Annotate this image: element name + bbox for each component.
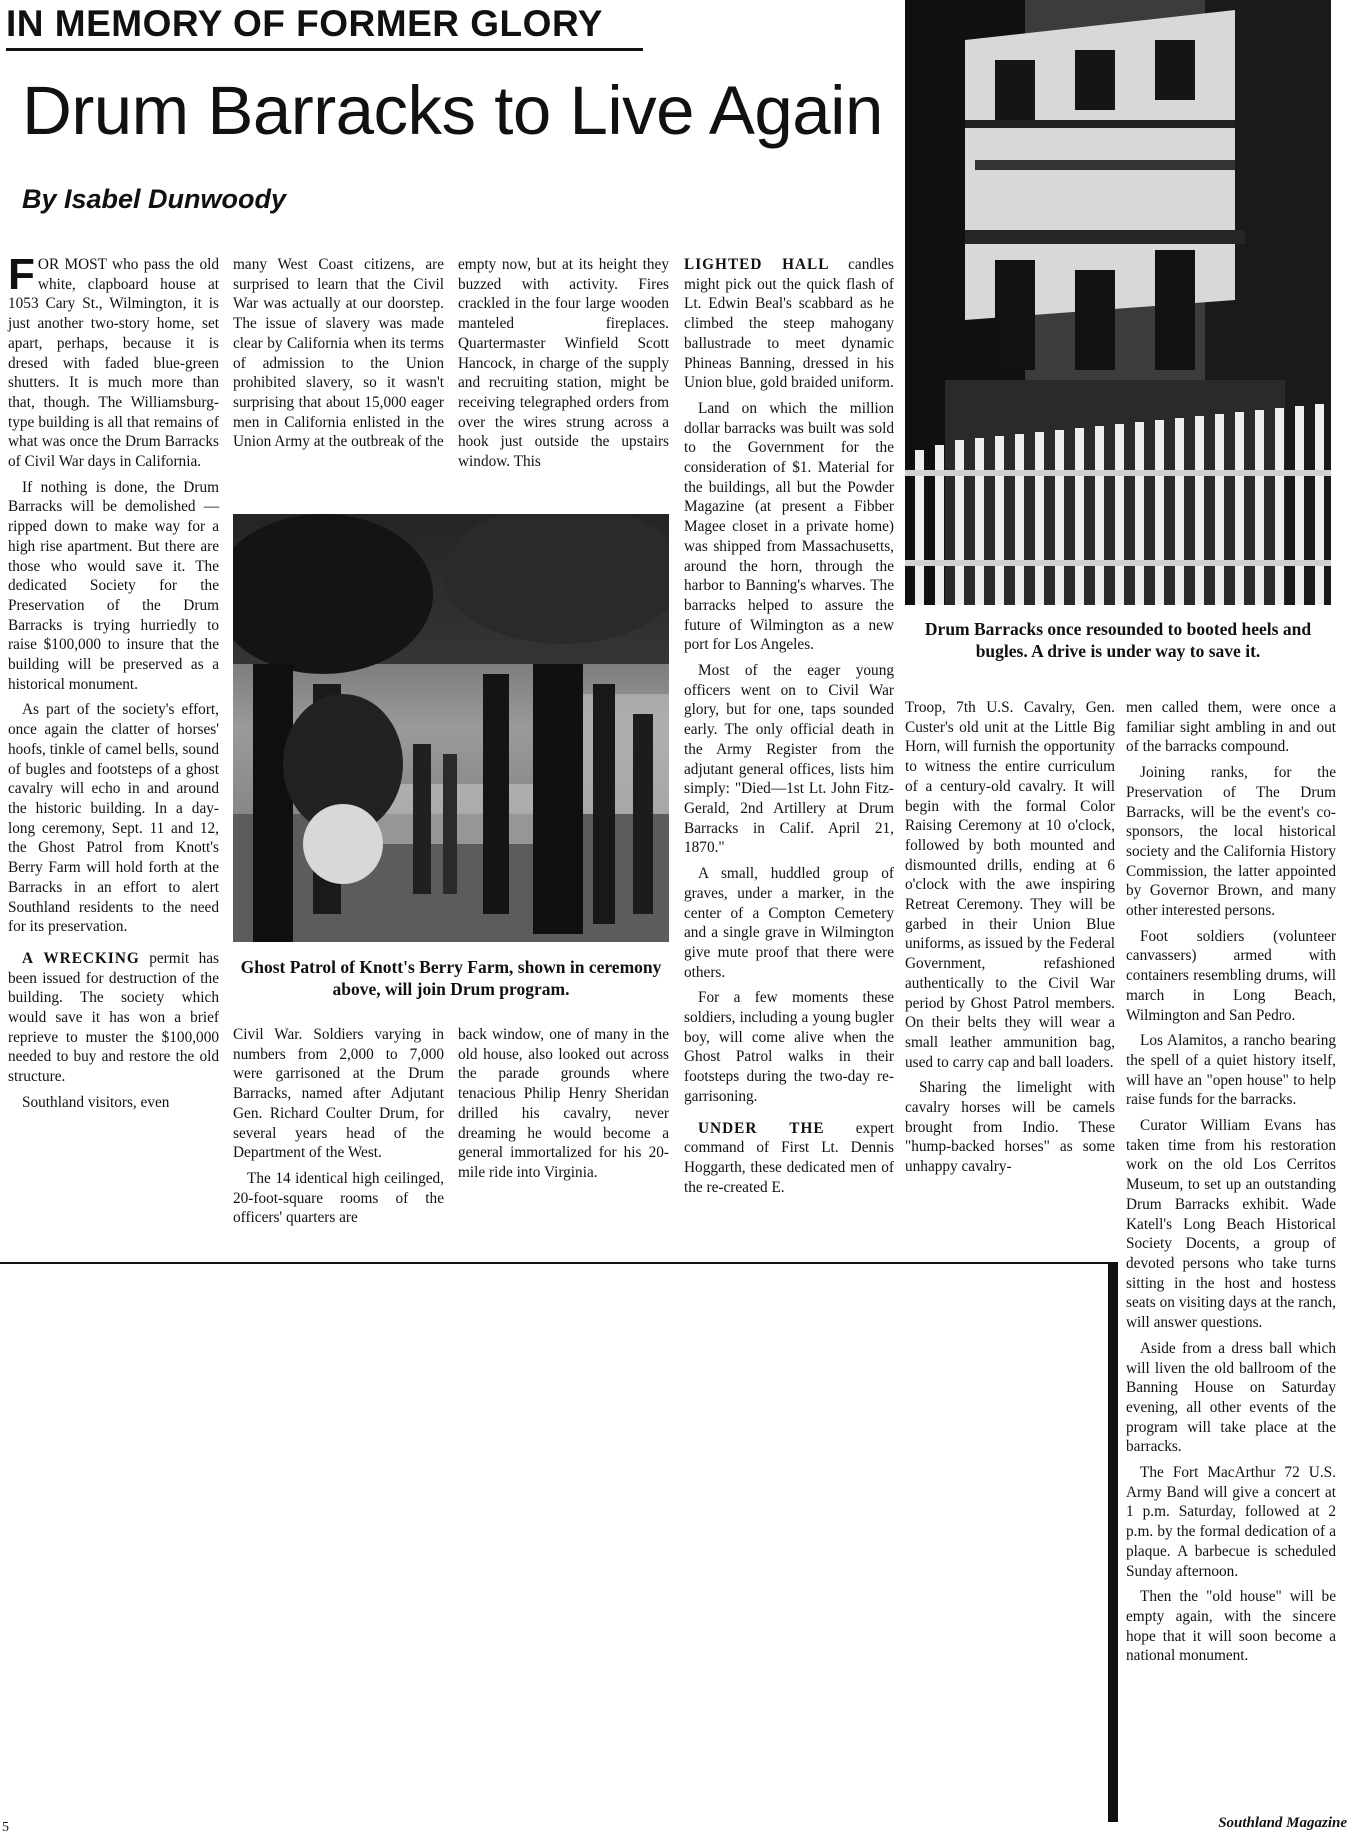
photo-caption-house: Drum Barracks once resounded to booted heels and bugles. A drive is under way to save it. (924, 619, 1312, 661)
clipping-bottom-edge (0, 1262, 1108, 1264)
article-column-5 (905, 698, 1115, 1183)
paragraph: The 14 identical high ceilinged, 20-foot-square rooms of the officers' quarters are (233, 1169, 444, 1227)
paragraph: Most of the eager young officers went on to Civil War glory, but for one, taps sounded early. The only official death in the Army Register from the adjutant general offices, lists him simply: "Died—1st Lt. John Fitz-Gerald, 2nd Artillery at Drum Barracks in Calif. April 21, 1870." (684, 662, 894, 857)
paragraph: Curator William Evans has taken time from his restoration work on the old Los Cerritos Museum, to set up an outstanding Drum Barracks exhibit. Wade Katell's Long Beach Historical Society Docents, a group of devoted persons who take turns sitting in the host and hostess seats on visiting days at the ranch, will answer questions. (1126, 1117, 1336, 1332)
corner-mark: 5 (2, 1820, 9, 1835)
paragraph: Los Alamitos, a rancho bearing the spell of a quiet history itself, will have an "open house" to help raise funds for the barracks. (1126, 1032, 1336, 1109)
paragraph: A small, huddled group of graves, under a marker, in the center of a Compton Cemetery and a single grave in Wilmington give mute proof that there were others. (684, 865, 894, 981)
paragraph: For a few moments these soldiers, including a young bugler boy, will come alive when the Ghost Patrol walks in their footsteps during the two-day re-garrisoning. (684, 989, 894, 1105)
article-column-2-bottom (233, 1025, 444, 1234)
paragraph: back window, one of many in the old house, also looked out across the parade grounds where tenacious Philip Henry Sheridan drilled his cavalry, never dreaming he would become a general immortalized for his 20-mile ride into Virginia. (458, 1026, 669, 1181)
article-column-4 (684, 255, 894, 1203)
paragraph: empty now, but at its height they buzzed with activity. Fires crackled in the four large wooden manteled fireplaces. Quartermaster Winfield Scott Hancock, in charge of the supply and recruiting station, might be receiving telegraphed orders from over the wires strung across a hook just outside the upstairs window. This (458, 256, 669, 471)
paragraph: Civil War. Soldiers varying in numbers from 2,000 to 7,000 were garrisoned at the Drum Barracks, named after Adjutant Gen. Richard Coulter Drum, for several years head of the Department of the West. (233, 1026, 444, 1162)
section-lead: A WRECKING (22, 949, 140, 967)
drum-barracks-house-photo (905, 0, 1331, 605)
house-image (905, 0, 1331, 605)
photo-caption-ghost-patrol: Ghost Patrol of Knott's Berry Farm, shown in ceremony above, will join Drum program. (240, 957, 662, 999)
article-column-2-top (233, 255, 444, 458)
drop-cap: F (8, 250, 35, 299)
paragraph: The Fort MacArthur 72 U.S. Army Band will give a concert at 1 p.m. Saturday, followed at 2 p.m. by the formal dedication of a plaque. A barbecue is scheduled Sunday afternoon. (1126, 1464, 1336, 1580)
paragraph: expert command of First Lt. Dennis Hoggarth, these dedicated men of the re-created E. (684, 1119, 895, 1196)
clipping-side-edge (1108, 1262, 1118, 1822)
paragraph: Troop, 7th U.S. Cavalry, Gen. Custer's old unit at the Little Big Horn, will furnish the opportunity to witness the entire curriculum of a century-old cavalry. It will begin with the formal Color Raising Ceremony at 10 o'clock, followed by both mounted and dismounted drills, ending at 6 o'clock with the awe inspiring Retreat Ceremony. They will be garbed in their Union Blue uniforms, as issued by the Federal Government, refashioned authentically to the Civil War period by Ghost Patrol members. On their belts they will wear a small leather ammunition bag, used to carry cap and ball loaders. (905, 699, 1115, 1071)
section-lead: LIGHTED HALL (684, 256, 830, 273)
paragraph: Foot soldiers (volunteer canvassers) armed with containers resembling drums, will march in Long Beach, Wilmington and San Pedro. (1126, 927, 1336, 1024)
kicker-heading: IN MEMORY OF FORMER GLORY (6, 3, 603, 44)
ghost-patrol-photo (233, 514, 669, 942)
paragraph: As part of the society's effort, once again the clatter of horses' hoofs, tinkle of camel bells, sound of bugles and footsteps of a ghost cavalry will echo in and around the historic building. In a day-long ceremony, Sept. 11 and 12, the Ghost Patrol from Knott's Berry Farm will hold forth at the Barracks in an effort to alert Southland residents to the need for its preservation. (8, 701, 219, 936)
paragraph: men called them, were once a familiar sight ambling in and out of the barracks compound. (1126, 699, 1336, 756)
magazine-credit: Southland Magazine (1218, 1815, 1347, 1831)
paragraph: permit has been issued for destruction of the building. The society which would save it has won a brief reprieve to muster the $100,000 needed to buy and restore the old structure. (8, 949, 219, 1086)
paragraph: If nothing is done, the Drum Barracks will be demolished — ripped down to make way for a high rise apartment. But there are those who would save it. The dedicated Society for the Preservation of the Drum Barracks is trying hurriedly to raise $100,000 to insure that the building will be preserved as a historical monument. (8, 478, 219, 693)
ghost-patrol-image (233, 514, 669, 942)
article-column-3-top (458, 255, 669, 478)
paragraph: Sharing the limelight with cavalry horses will be camels brought from Indio. These "hump-backed horses" as some unhappy cavalry- (905, 1079, 1115, 1176)
article-column-6 (1126, 698, 1336, 1672)
paragraph: Joining ranks, for the Preservation of The Drum Barracks, will be the event's co-sponsors, the local historical society and the California History Commission, the latter appointed by Governor Brown, and many other interested persons. (1126, 764, 1336, 920)
paragraph: Land on which the million dollar barracks was built was sold to the Government for the consideration of $1. Material for the buildings, all but the Powder Magazine (at present a Fibber Magee closet in a private home) was shipped from Massachusetts, around the horn, through the harbor to Banning's wharves. The barracks helped to assure the future of Wilmington as a new port for Los Angeles. (684, 399, 894, 654)
paragraph: Aside from a dress ball which will liven the old ballroom of the Banning House on Saturday evening, all other events of the program will take place at the barracks. (1126, 1339, 1336, 1456)
article-column-1 (8, 250, 219, 1119)
paragraph: candles might pick out the quick flash of Lt. Edwin Beal's scabbard as he climbed the steep mahogany ballustrade to meet dynamic Phineas Banning, dressed in his Union blue, gold braided uniform. (684, 256, 894, 392)
paragraph: Southland visitors, even (22, 1093, 170, 1111)
headline: Drum Barracks to Live Again (22, 72, 883, 149)
paragraph: Then the "old house" will be empty again, with the sincere hope that it will soon become a national monument. (1126, 1588, 1336, 1665)
article-column-3-bottom (458, 1025, 669, 1189)
paragraph: OR MOST who pass the old white, clapboard house at 1053 Cary St., Wilmington, it is just another two-story home, set apart, perhaps, because it is dresed with faded blue-green shutters. It is much more than that, though. The Williamsburg-type building is all that remains of what was once the Drum Barracks of Civil War days in California. (8, 256, 219, 471)
byline: By Isabel Dunwoody (22, 184, 287, 214)
paragraph: many West Coast citizens, are surprised to learn that the Civil War was actually at our doorstep. The issue of slavery was made clear by California when its terms of admission to the Union prohibited slavery, so it wasn't surprising that about 15,000 eager men in California enlisted in the Union Army at the outbreak of the (233, 256, 444, 451)
section-lead: UNDER THE (698, 1119, 825, 1137)
kicker-rule (6, 48, 643, 51)
